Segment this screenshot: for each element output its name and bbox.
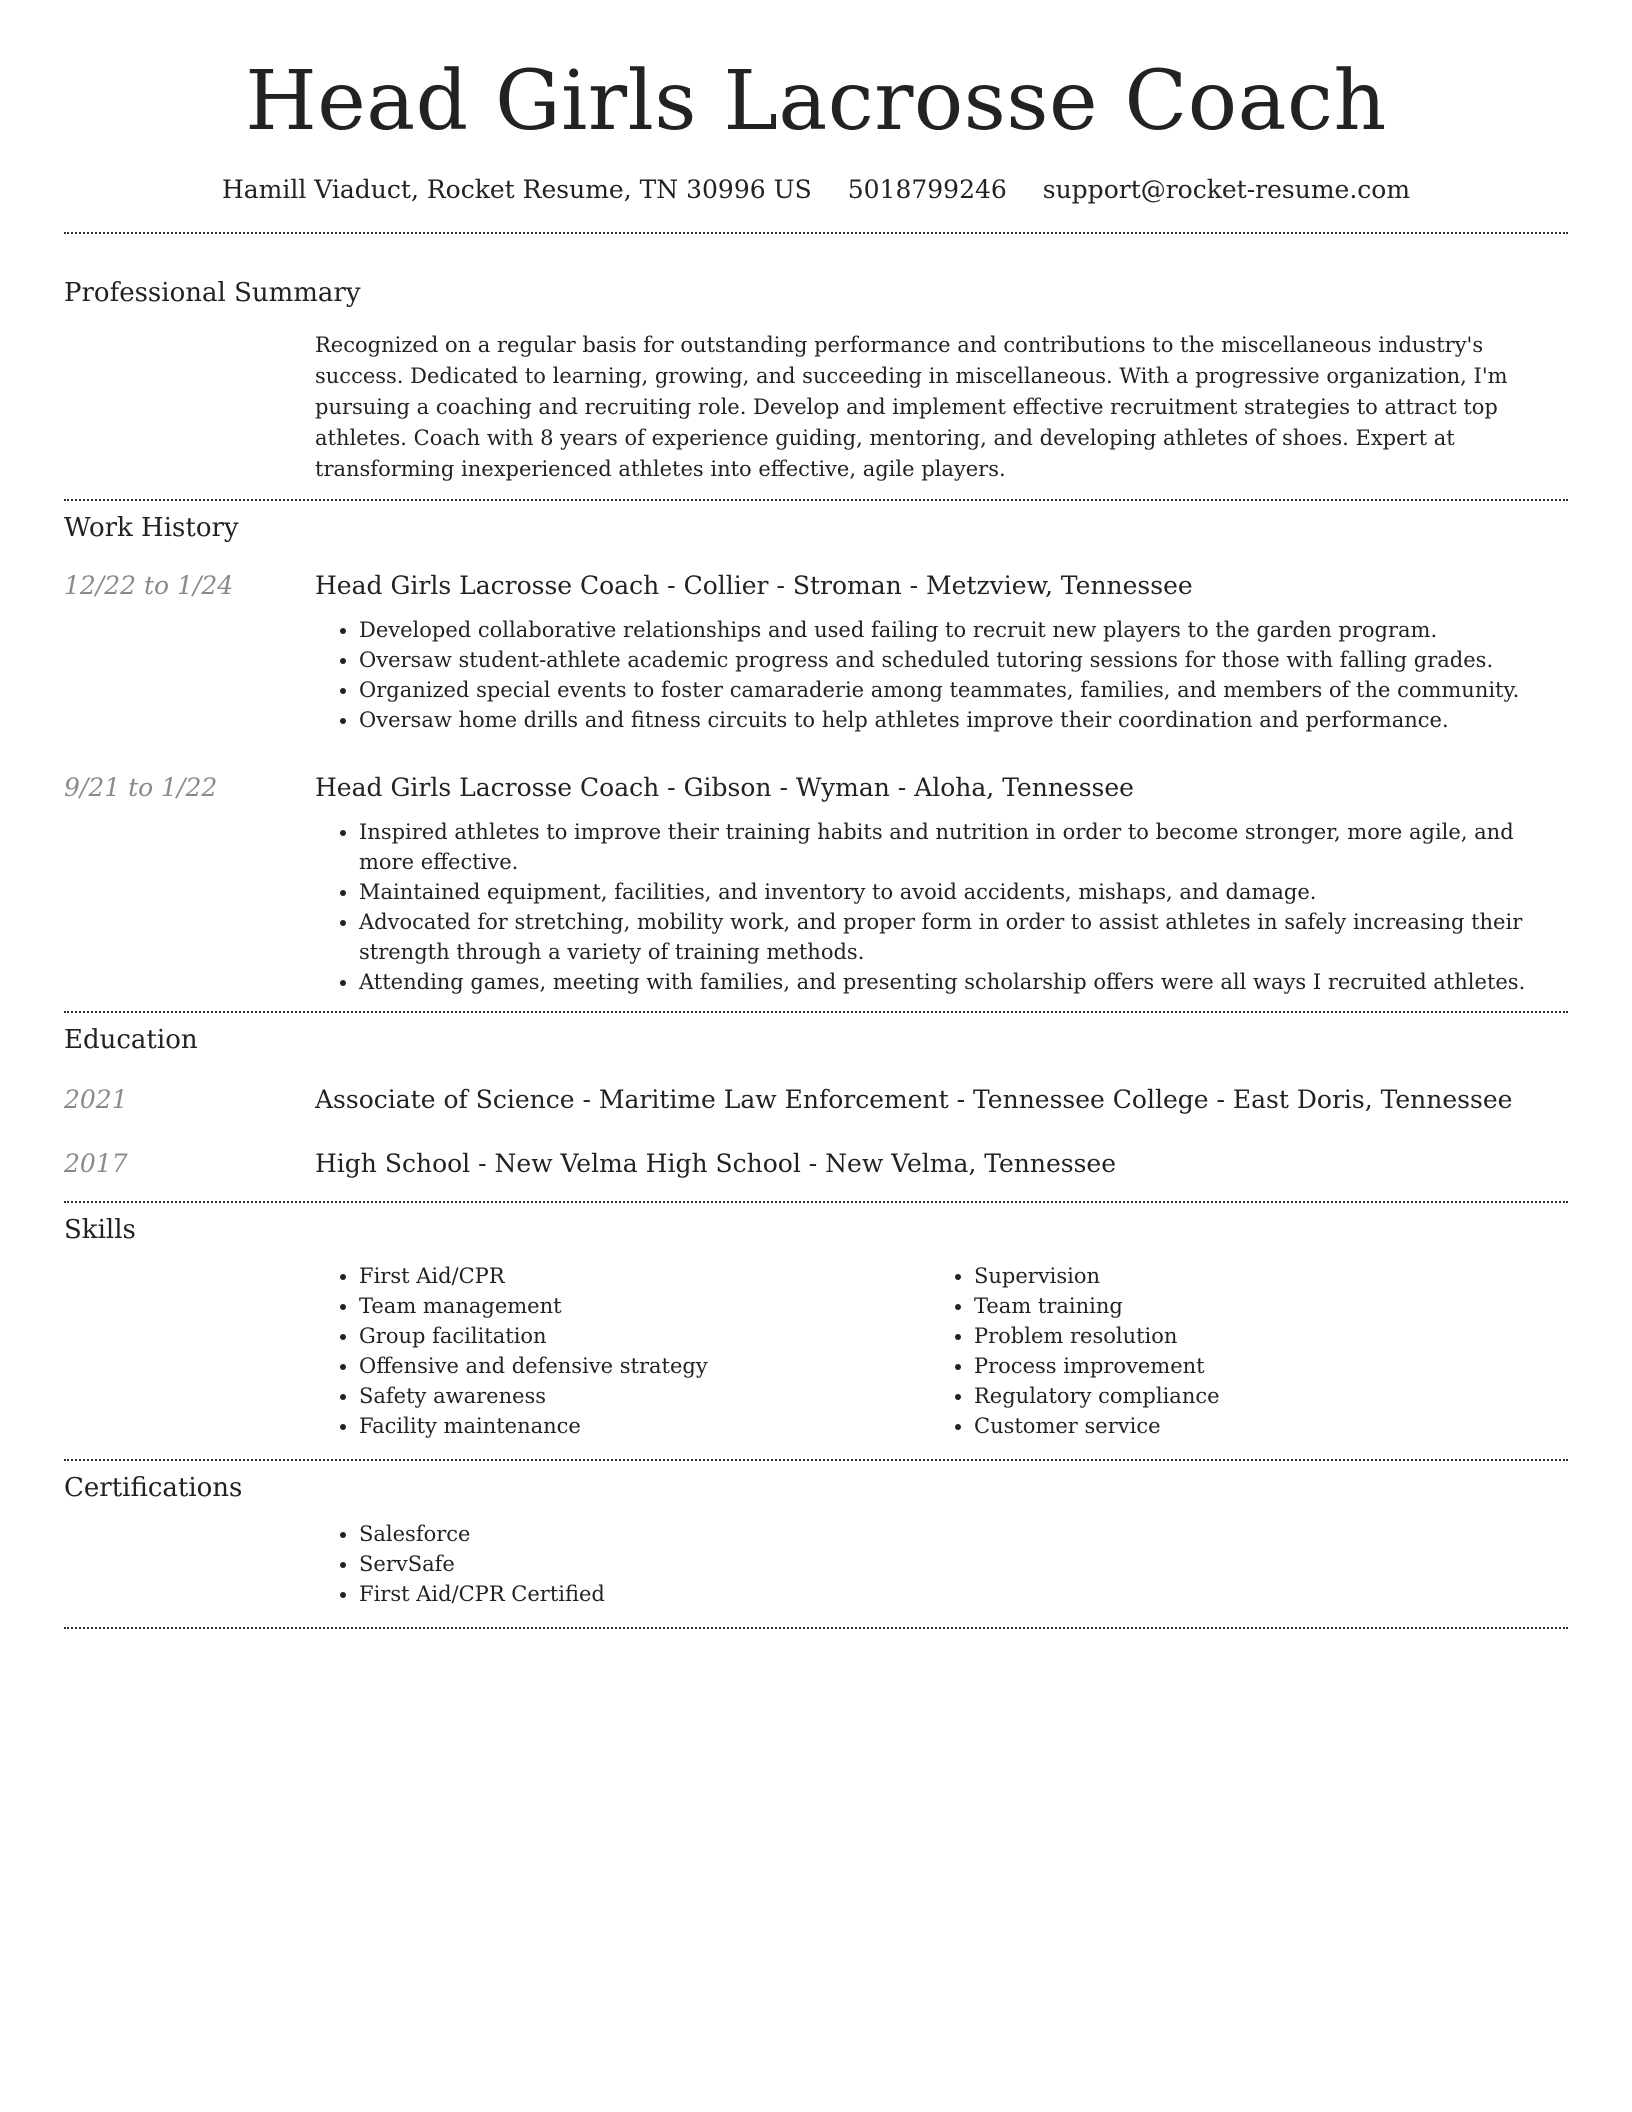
skill-item: • Customer service	[974, 1411, 1545, 1441]
job-bullets	[315, 817, 1568, 997]
skill-item: • Supervision	[974, 1261, 1545, 1291]
job-dates: 12/22 to 1/24	[64, 571, 234, 600]
job-heading: Head Girls Lacrosse Coach - Collier - Stroman - Metzview, Tennessee	[315, 571, 1193, 600]
education-heading	[315, 1147, 1568, 1181]
resume-page	[64, 0, 1568, 1629]
skill-item: • Group facilitation	[359, 1321, 930, 1351]
job-dates: 9/21 to 1/22	[64, 773, 218, 802]
section-title-summary: Professional Summary	[64, 278, 361, 308]
education-details: - New Velma High School - New Velma, Tennessee	[470, 1149, 1117, 1178]
skill-item: • Regulatory compliance	[974, 1381, 1545, 1411]
contact-email: support@rocket-resume.com	[1042, 175, 1411, 204]
job-heading: Head Girls Lacrosse Coach - Gibson - Wyman - Aloha, Tennessee	[315, 773, 1134, 802]
education-details: - Tennessee College - East Doris, Tennessee	[948, 1085, 1513, 1114]
certification-item: • First Aid/CPR Certified	[359, 1579, 1568, 1609]
divider	[64, 499, 1568, 501]
skill-item: • Facility maintenance	[359, 1411, 930, 1441]
job-body	[315, 569, 1568, 735]
education-heading	[315, 1083, 1568, 1117]
job-body	[315, 771, 1568, 997]
skills-column-right	[930, 1261, 1545, 1441]
divider	[64, 1459, 1568, 1461]
education-degree: High School	[315, 1149, 471, 1178]
job-bullets	[315, 615, 1568, 735]
job-bullet: • Developed collaborative relationships and used failing to recruit new players to the garden program.	[359, 615, 1568, 645]
job-bullet: • Oversaw home drills and fitness circuits to help athletes improve their coordination and performance.	[359, 705, 1568, 735]
section-title-skills: Skills	[64, 1215, 136, 1245]
skill-item: • Process improvement	[974, 1351, 1545, 1381]
education-year: 2021	[64, 1085, 128, 1114]
contact-address: Hamill Viaduct, Rocket Resume, TN 30996 US	[221, 175, 812, 204]
divider	[64, 1011, 1568, 1013]
job-bullet: • Maintained equipment, facilities, and inventory to avoid accidents, mishaps, and damage.	[359, 877, 1568, 907]
education-year: 2017	[64, 1149, 128, 1178]
certification-item: • Salesforce	[359, 1519, 1568, 1549]
job-bullet: • Advocated for stretching, mobility work, and proper form in order to assist athletes in safely increasing their strength through a variety of training methods.	[359, 907, 1568, 967]
job-entry	[64, 771, 1568, 997]
summary-text: Recognized on a regular basis for outstanding performance and contributions to the miscellaneous industry's success. Dedicated to learning, growing, and succeeding in miscellaneous. With a progressive organization, I'm pursuing a coaching and recruiting role. Develop and implement effective recruitment strategies to attract top athletes. Coach with 8 years of experience guiding, mentoring, and developing athletes of shoes. Expert at transforming inexperienced athletes into effective, agile players.	[315, 333, 1508, 481]
education-entry	[64, 1083, 1568, 1117]
skills-column-left	[315, 1261, 930, 1441]
education-degree: Associate of Science - Maritime Law Enforcement	[315, 1085, 949, 1114]
skill-item: • Team training	[974, 1291, 1545, 1321]
divider	[64, 1627, 1568, 1629]
job-bullet: • Organized special events to foster camaraderie among teammates, families, and members of the community.	[359, 675, 1568, 705]
job-bullet: • Oversaw student-athlete academic progress and scheduled tutoring sessions for those with falling grades.	[359, 645, 1568, 675]
job-bullet: • Inspired athletes to improve their training habits and nutrition in order to become stronger, more agile, and more effective.	[359, 817, 1568, 877]
section-title-work-history: Work History	[64, 513, 239, 543]
resume-name: Head Girls Lacrosse Coach	[245, 54, 1387, 149]
education-entry	[64, 1147, 1568, 1181]
skill-item: • Offensive and defensive strategy	[359, 1351, 930, 1381]
contact-line	[64, 172, 1568, 208]
skills-list	[315, 1261, 1568, 1441]
section-title-certifications: Certifications	[64, 1473, 243, 1503]
contact-phone: 5018799246	[847, 175, 1007, 204]
skill-item: • Problem resolution	[974, 1321, 1545, 1351]
section-title-education: Education	[64, 1025, 198, 1055]
certifications-list	[315, 1519, 1568, 1609]
job-entry	[64, 569, 1568, 735]
skill-item: • First Aid/CPR	[359, 1261, 930, 1291]
divider	[64, 232, 1568, 234]
skill-item: • Team management	[359, 1291, 930, 1321]
divider	[64, 1201, 1568, 1203]
job-bullet: • Attending games, meeting with families, and presenting scholarship offers were all ways I recruited athletes.	[359, 967, 1568, 997]
skill-item: • Safety awareness	[359, 1381, 930, 1411]
certification-item: • ServSafe	[359, 1549, 1568, 1579]
